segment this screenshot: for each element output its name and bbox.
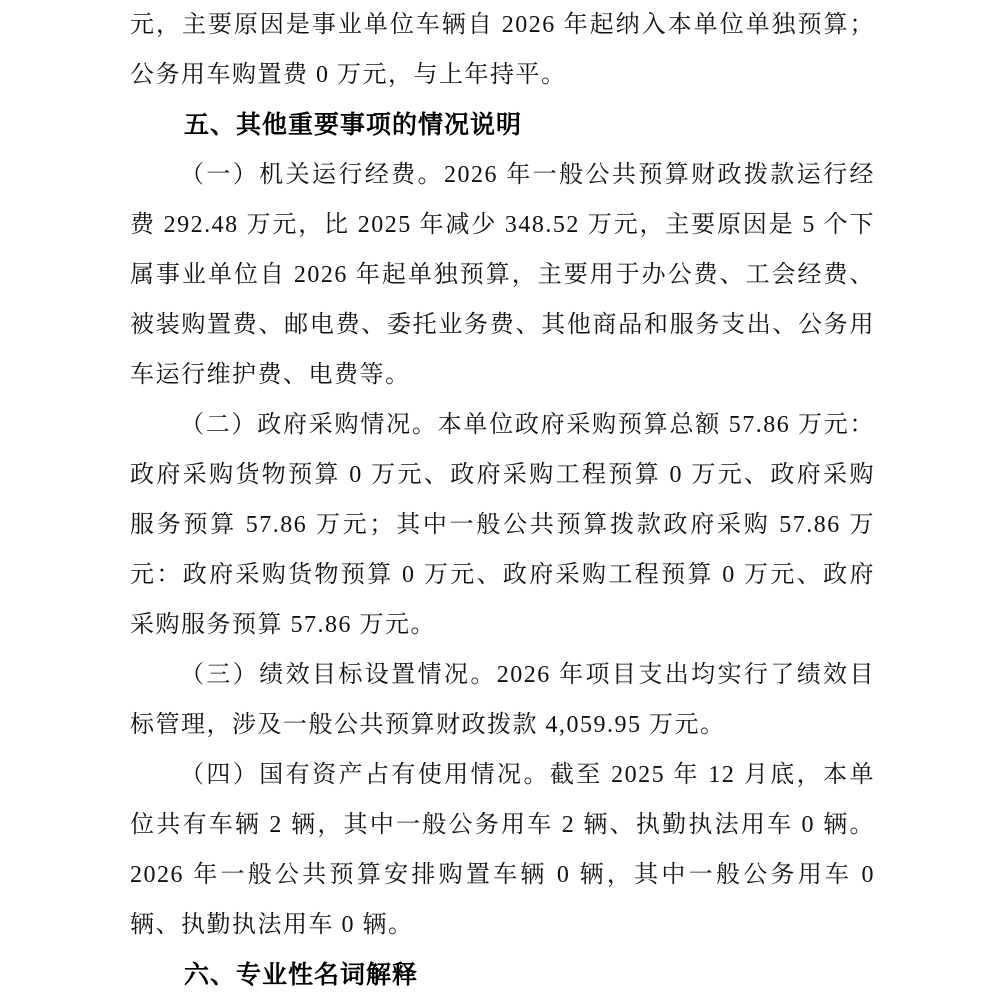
paragraph-carryover-vehicle-budget: 元，主要原因是事业单位车辆自 2026 年起纳入本单位单独预算；公务用车购置费 0 万元，与上年持平。	[130, 12, 875, 88]
section-heading-terminology: 六、专业性名词解释	[184, 961, 419, 989]
paragraph-state-owned-assets: （四）国有资产占有使用情况。截至 2025 年 12 月底，本单位共有车辆 2 辆，其中一般公务用车 2 辆、执勤执法用车 0 辆。2026 年一般公共预算安排购置车辆 0 辆，其中一般公务用车 0 辆、执勤执法用车 0 辆。	[130, 762, 875, 938]
paragraph-government-procurement: （二）政府采购情况。本单位政府采购预算总额 57.86 万元：政府采购货物预算 0 万元、政府采购工程预算 0 万元、政府采购服务预算 57.86 万元；其中一般公共预算拨款政府采购 57.86 万元：政府采购货物预算 0 万元、政府采购工程预算 0 万元、政府采购服务预算 57.86 万元。	[130, 412, 875, 638]
paragraph-agency-operating-funds: （一）机关运行经费。2026 年一般公共预算财政拨款运行经费 292.48 万元，比 2025 年减少 348.52 万元，主要原因是 5 个下属事业单位自 2026 年起单独预算，主要用于办公费、工会经费、被装购置费、邮电费、委托业务费、其他商品和服务支出、公务用车运行维护费、电费等。	[130, 162, 875, 388]
section-heading-other-important-matters: 五、其他重要事项的情况说明	[184, 111, 523, 139]
paragraph-performance-targets: （三）绩效目标设置情况。2026 年项目支出均实行了绩效目标管理，涉及一般公共预算财政拨款 4,059.95 万元。	[130, 662, 875, 738]
